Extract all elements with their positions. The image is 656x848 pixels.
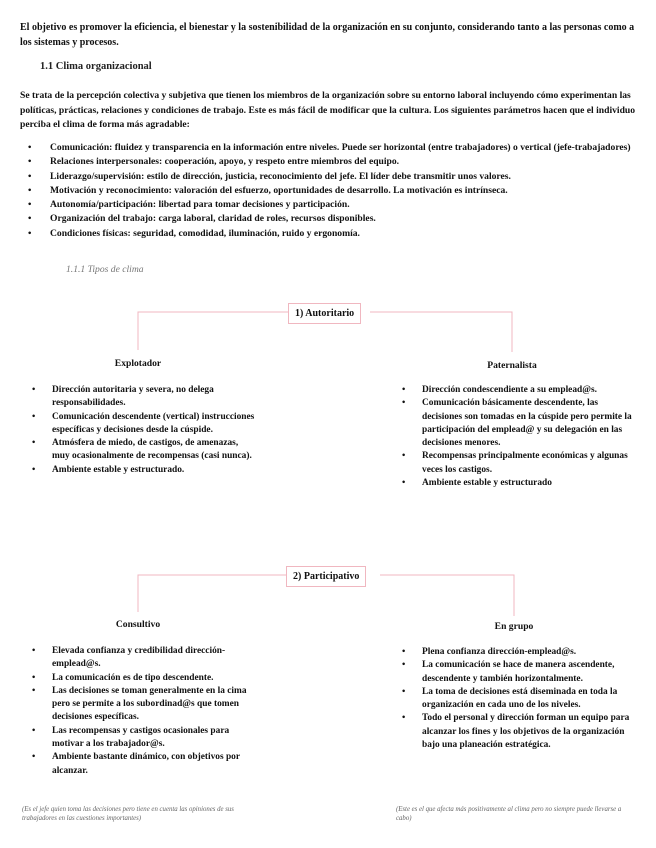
list-item: • Dirección autoritaria y severa, no delega responsabilidades.: [30, 384, 255, 411]
list-item: • Las decisiones se toman generalmente en la cima pero se permite a los subordinad@s que tomen decisiones específicas.: [30, 685, 255, 725]
list-item: • Elevada confianza y credibilidad dirección-emplead@s.: [30, 645, 255, 672]
list-item: • Condiciones físicas: seguridad, comodidad, iluminación, ruido y ergonomía.: [20, 227, 636, 241]
list-item: • Relaciones interpersonales: cooperación, apoyo, y respeto entre miembros del equipo.: [20, 155, 636, 169]
list-item: • Autonomía/participación: libertad para tomar decisiones y participación.: [20, 198, 636, 212]
list-item: • Ambiente estable y estructurado.: [30, 464, 255, 477]
intro-paragraph: El objetivo es promover la eficiencia, el bienestar y la sostenibilidad de la organización en su conjunto, considerando tanto a las personas como a los sistemas y procesos.: [20, 22, 635, 48]
list-item: • La comunicación se hace de manera ascendente, descendente y también horizontalmente.: [400, 659, 636, 686]
connector-line: [138, 575, 286, 612]
connector-line: [138, 312, 288, 350]
list-item: • Atmósfera de miedo, de castigos, de amenazas, muy ocasionalmente de recompensas (casi nunca).: [30, 437, 255, 464]
diagram-root-autoritario: 1) Autoritario: [288, 303, 361, 324]
branch-title-en-grupo: En grupo: [494, 621, 534, 632]
list-item: • Liderazgo/supervisión: estilo de dirección, justicia, reconocimiento del jefe. El líder debe transmitir unos valores.: [20, 170, 636, 184]
connector-line: [380, 575, 514, 616]
en-grupo-note: (Este es el que afecta más positivamente al clima pero no siempre puede llevarse a cabo): [396, 806, 622, 822]
list-item: • Motivación y reconocimiento: valoración del esfuerzo, oportunidades de desarrollo. La motivación es intrínseca.: [20, 184, 636, 198]
branch-title-explotador: Explotador: [114, 358, 162, 369]
diagram-root-participativo: 2) Participativo: [286, 566, 366, 587]
list-item: • Comunicación: fluidez y transparencia en la información entre niveles. Puede ser horizontal (entre trabajadores) o vertical (jefe-trabajadores): [20, 141, 636, 155]
branch-title-paternalista: Paternalista: [487, 360, 537, 371]
list-item: • Ambiente estable y estructurado: [400, 477, 636, 490]
list-item: • Organización del trabajo: carga laboral, claridad de roles, recursos disponibles.: [20, 212, 636, 226]
list-item: • Dirección condescendiente a su emplead@s.: [400, 384, 636, 397]
list-item: • La toma de decisiones está diseminada en toda la organización en cada uno de los niveles.: [400, 686, 636, 713]
list-item: • Comunicación básicamente descendente, las decisiones son tomadas en la cúspide pero permite la participación del emplead@ y su delegación en las decisiones menores.: [400, 397, 636, 450]
list-item: • Recompensas principalmente económicas y algunas veces los castigos.: [400, 450, 636, 477]
explotador-list: [30, 384, 255, 477]
subsection-title: 1.1.1 Tipos de clima: [66, 264, 144, 275]
list-item: • Las recompensas y castigos ocasionales para motivar a los trabajador@s.: [30, 725, 255, 752]
list-item: • Comunicación descendente (vertical) instrucciones específicas y decisiones desde la cúspide.: [30, 411, 255, 438]
list-item: • Plena confianza dirección-emplead@s.: [400, 646, 636, 659]
consultivo-note: (Es el jefe quien toma las decisiones pero tiene en cuenta las opiniones de sus trabajadores en las cuestiones importantes): [22, 806, 234, 822]
paternalista-list: [400, 384, 636, 490]
en-grupo-list: [400, 646, 636, 752]
list-item: • Ambiente bastante dinámico, con objetivos por alcanzar.: [30, 751, 255, 778]
connector-line: [370, 312, 512, 352]
branch-title-consultivo: Consultivo: [115, 619, 161, 630]
list-item: • Todo el personal y dirección forman un equipo para alcanzar los fines y los objetivos de la organización bajo una planeación estratégica.: [400, 712, 636, 752]
section-title: 1.1 Clima organizacional: [40, 61, 152, 72]
consultivo-list: [30, 645, 255, 778]
definition-paragraph: Se trata de la percepción colectiva y subjetiva que tienen los miembros de la organización sobre su entorno laboral incluyendo cómo experimentan las políticas, prácticas, relaciones y condiciones de trabajo. Este es más fácil de modificar que la cultura. Los siguientes parámetros hacen que el individuo perciba el clima de forma más agradable:: [20, 90, 636, 130]
list-item: • La comunicación es de tipo descendente.: [30, 672, 255, 685]
